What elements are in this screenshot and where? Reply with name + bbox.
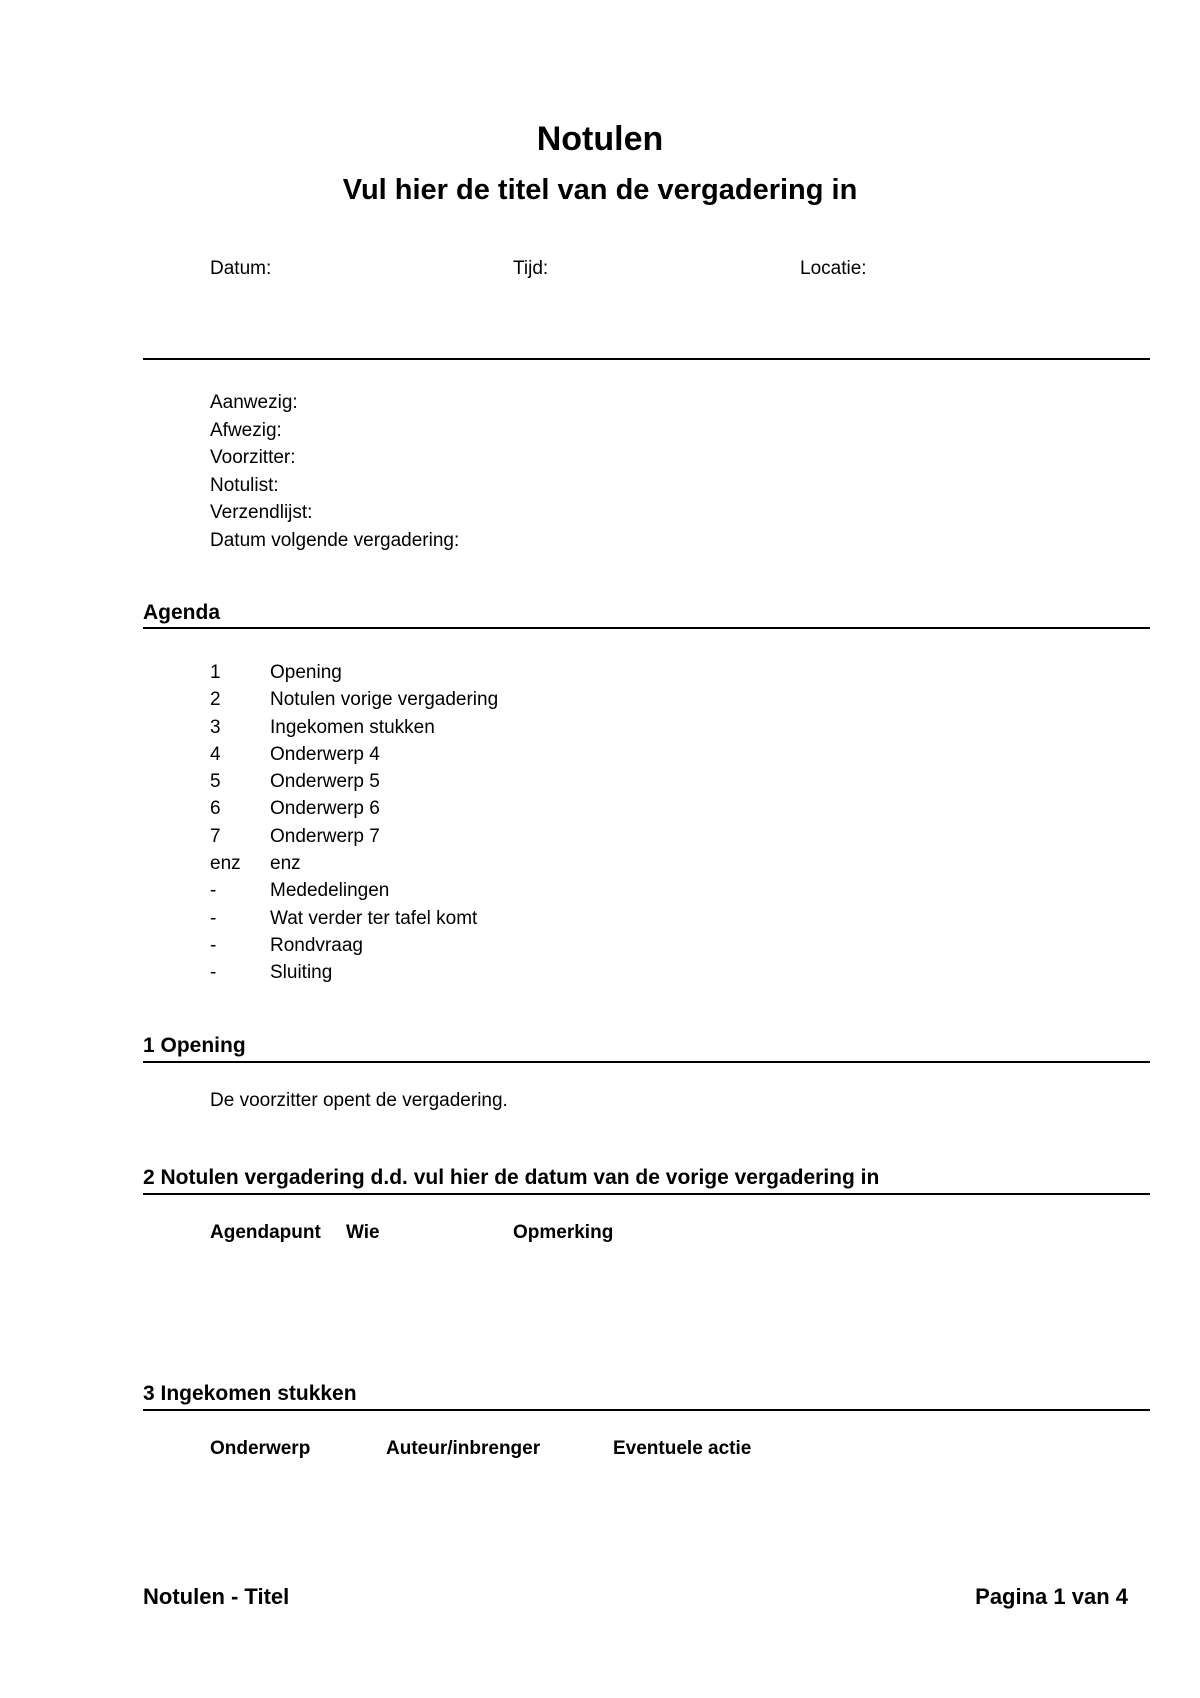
location-label: Locatie: (800, 258, 867, 279)
section-minutes-heading: 2 Notulen vergadering d.d. vul hier de datum van de vorige vergadering in (143, 1166, 880, 1189)
section-opening-text: De voorzitter opent de vergadering. (210, 1090, 508, 1111)
column-header-author: Auteur/inbrenger (386, 1438, 541, 1459)
section-incoming-divider (143, 1409, 1150, 1411)
section-minutes-divider (143, 1193, 1150, 1195)
list-item: - Wat verder ter tafel komt (210, 907, 478, 929)
section-opening-divider (143, 1061, 1150, 1063)
list-item: 3 Ingekomen stukken (210, 716, 435, 738)
next-meeting-date-label: Datum volgende vergadering: (210, 529, 460, 551)
section-opening-heading: 1 Opening (143, 1034, 246, 1057)
column-header-who: Wie (346, 1222, 380, 1243)
date-label: Datum: (210, 258, 272, 279)
agenda-heading: Agenda (143, 601, 221, 624)
agenda-divider (143, 627, 1150, 629)
header-divider (143, 358, 1150, 360)
list-item: 6 Onderwerp 6 (210, 798, 380, 820)
agenda-list (210, 659, 498, 987)
present-label: Aanwezig: (210, 392, 298, 413)
list-item: 4 Onderwerp 4 (210, 743, 380, 765)
list-item: - Sluiting (210, 962, 333, 984)
footer-title: Notulen - Titel (143, 1584, 290, 1609)
list-item: 1 Opening (210, 662, 342, 683)
section-incoming-heading: 3 Ingekomen stukken (143, 1382, 357, 1405)
document-title: Notulen (536, 120, 664, 158)
minute-taker-label: Notulist: (210, 474, 279, 496)
distribution-list-label: Verzendlijst: (210, 502, 313, 523)
list-item: 7 Onderwerp 7 (210, 825, 380, 847)
list-item: 2 Notulen vorige vergadering (210, 689, 499, 711)
column-header-remark: Opmerking (513, 1222, 614, 1243)
list-item: - Rondvraag (210, 934, 363, 956)
chair-label: Voorzitter: (210, 447, 296, 468)
column-header-agenda-item: Agendapunt (210, 1222, 321, 1243)
list-item: - Mededelingen (210, 880, 390, 902)
column-header-action: Eventuele actie (613, 1438, 752, 1459)
absent-label: Afwezig: (210, 419, 282, 441)
list-item: enz enz (210, 853, 301, 875)
list-item: 5 Onderwerp 5 (210, 771, 380, 793)
page-number: Pagina 1 van 4 (975, 1584, 1128, 1609)
column-header-subject: Onderwerp (210, 1438, 311, 1459)
meeting-title: Vul hier de titel van de vergadering in (342, 174, 858, 206)
time-label: Tijd: (513, 258, 549, 279)
attendance-info (210, 389, 459, 554)
